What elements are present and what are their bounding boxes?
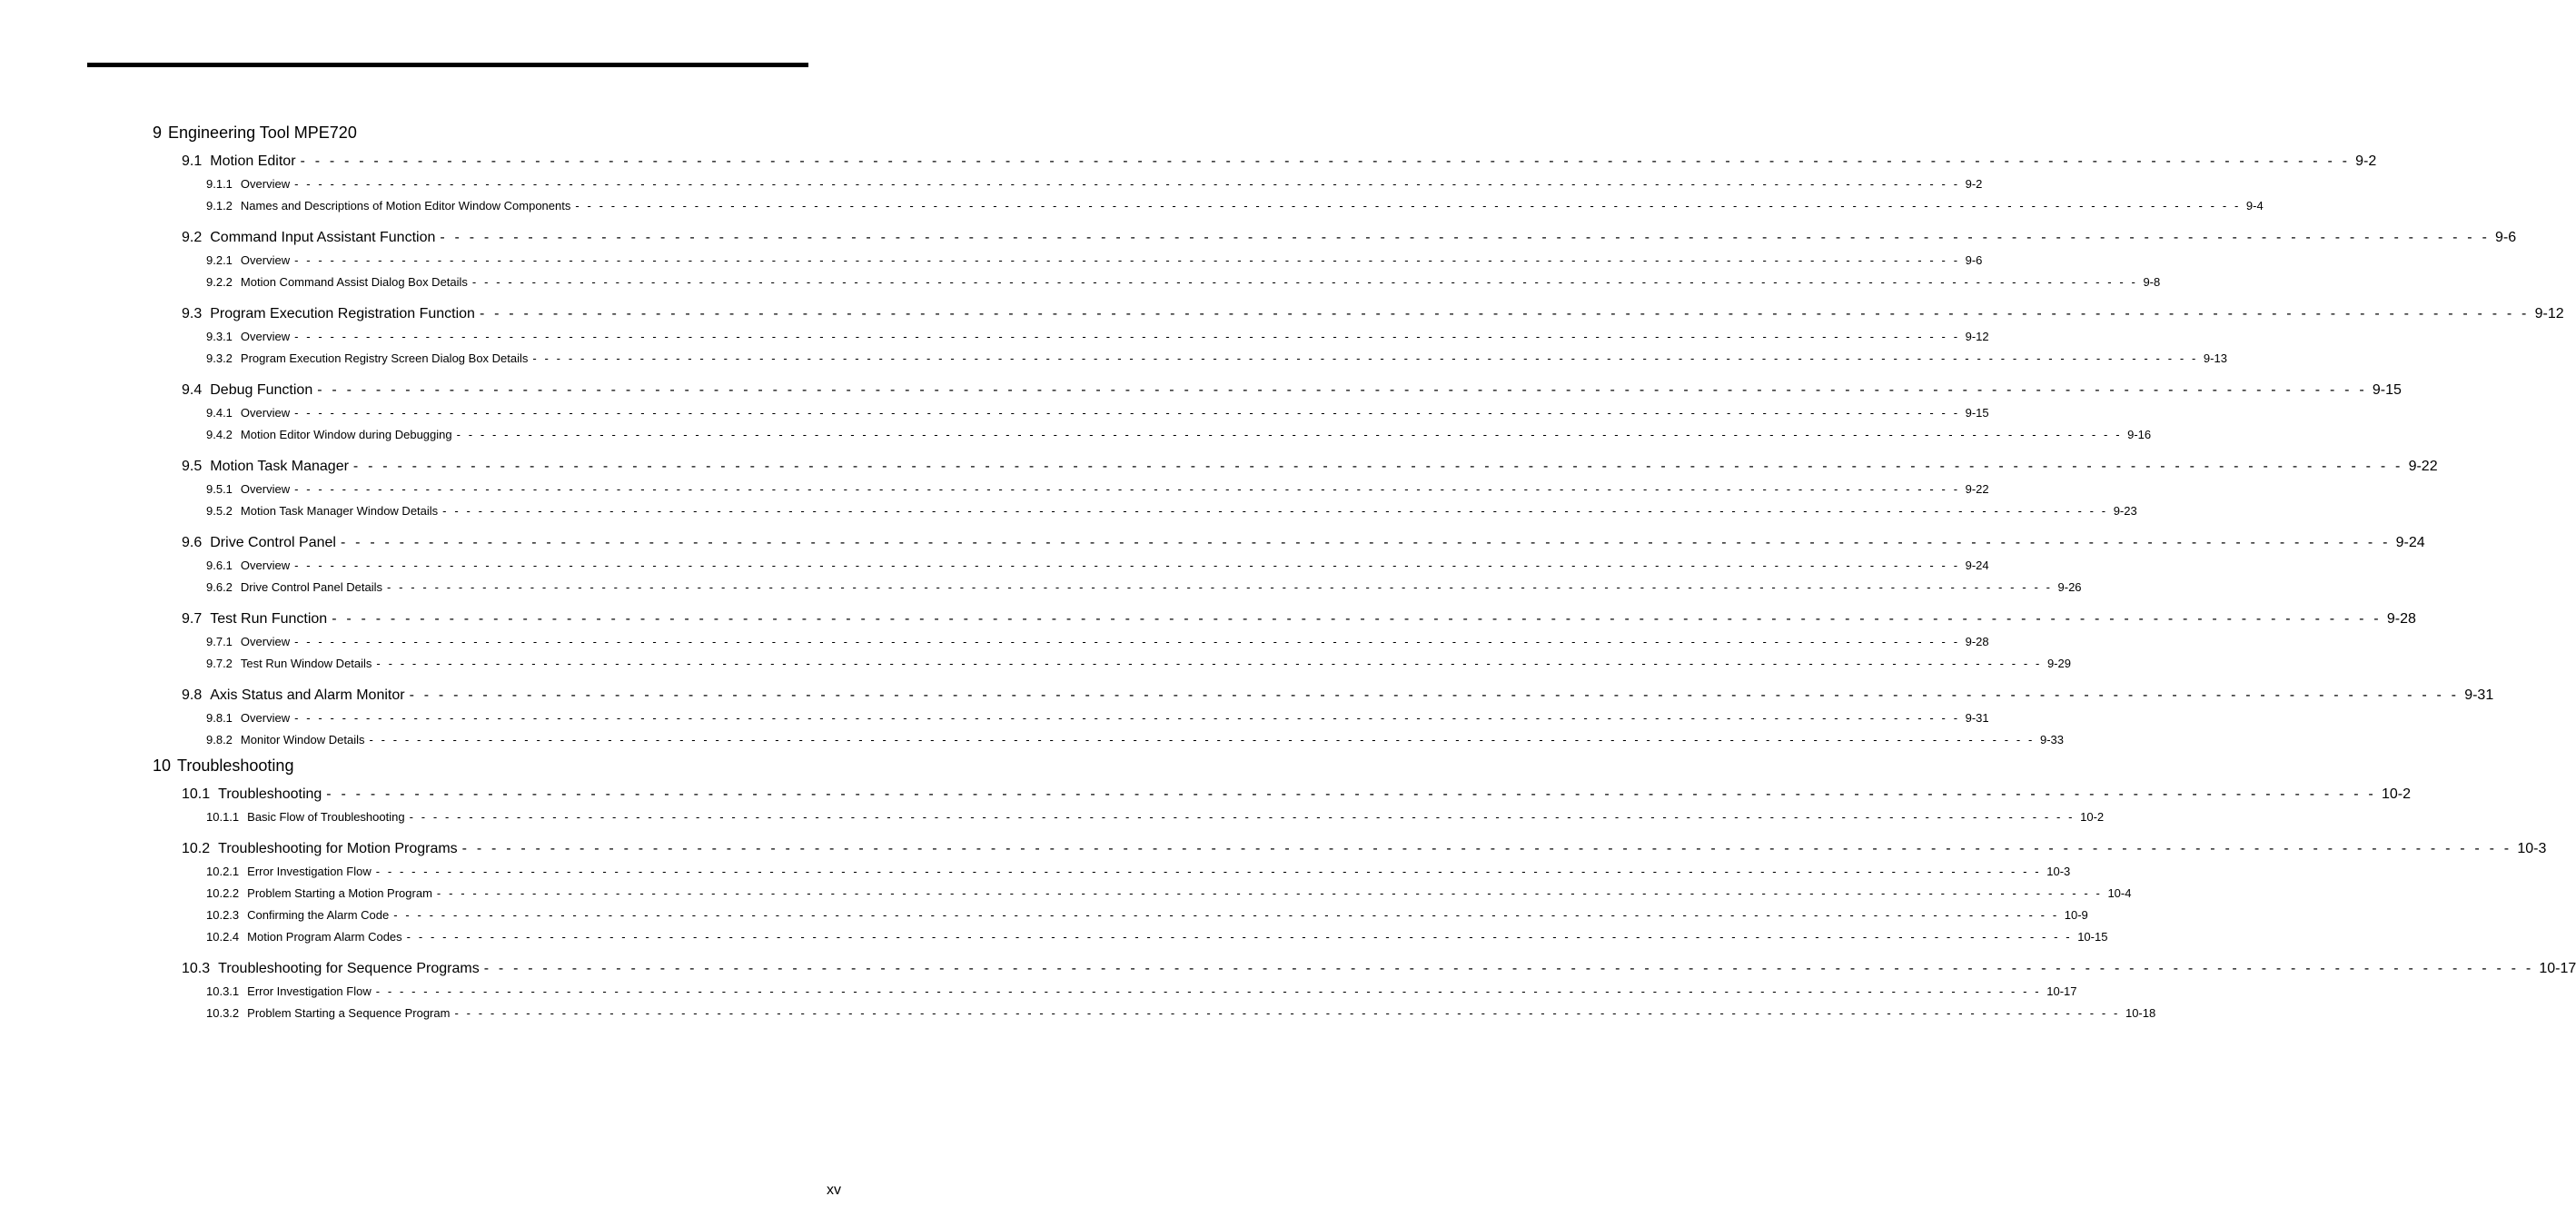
entry-number: 9.7.1 [206, 635, 233, 648]
entry-number: 9.2 [182, 230, 203, 245]
entry-number: 9.5 [182, 459, 203, 474]
entry-page: 9-12 [1965, 330, 1989, 343]
dot-leader: - - - - - - - - - - - - - - - - - - - - - - - - - - - - - - - - - - - - - - - - - - - - - - - - - - - - - - - - - - - - - - - - - - - - - - - - - - - - - - - - - - - - - - - - - - - - - - - - - - - - - - - - - - - - - - - - - - - - - - - - - - - - - - - - - - - - - - - - - - - - [456, 428, 2123, 441]
entry-page: 9-16 [2127, 428, 2152, 441]
entry-title: Motion Editor Window during Debugging [240, 428, 452, 441]
entry-title: Problem Starting a Sequence Program [247, 1006, 451, 1020]
toc-subsection-entry[interactable] [206, 482, 1989, 496]
entry-page: 10-4 [2107, 886, 2132, 900]
entry-page: 10-18 [2125, 1006, 2156, 1020]
dot-leader: - - - - - - - - - - - - - - - - - - - - - - - - - - - - - - - - - - - - - - - - - - - - - - - - - - - - - - - - - - - - - - - - - - - - - - - - - - - - - - - - - - - - - - - - - - - - - - - - - - - - - - - - - - - - - - - - - - - - - - - - - - - - - - - - - - - - - - - - - - - - [436, 886, 2103, 900]
entry-number: 10.3.1 [206, 984, 240, 998]
entry-title: Overview [240, 253, 291, 267]
toc-subsection-entry-label [206, 406, 290, 420]
toc-subsection-entry[interactable] [206, 351, 2227, 365]
entry-title: Overview [240, 406, 291, 420]
chapter-heading [153, 756, 293, 776]
entry-page: 9-33 [2039, 733, 2065, 746]
entry-title: Debug Function [210, 382, 313, 398]
toc-section-entry-label [182, 611, 327, 628]
dot-leader: - - - - - - - - - - - - - - - - - - - - - - - - - - - - - - - - - - - - - - - - - - - - - - - - - - - - - - - - - - - - - - - - - - - - - - - - - - - - - - - - - - - - - - - - - - - - - - - - - - - - - - - - - - - - - - - - - - - - - - - - - - - - - - - - - - - - - - - - - - - - [332, 611, 2382, 627]
entry-page: 9-15 [2372, 382, 2402, 398]
dot-leader: - - - - - - - - - - - - - - - - - - - - - - - - - - - - - - - - - - - - - - - - - - - - - - - - - - - - - - - - - - - - - - - - - - - - - - - - - - - - - - - - - - - - - - - - - - - - - - - - - - - - - - - - - - - - - - - - - - - - - - - - - - - - - - - - - - - - - - - - - - - - [352, 459, 2403, 474]
toc-subsection-entry-label [206, 886, 432, 900]
toc-subsection-entry[interactable] [206, 406, 1989, 420]
entry-page: 9-31 [1965, 711, 1989, 725]
toc-subsection-entry[interactable] [206, 253, 1983, 267]
entry-page: 9-6 [1965, 253, 1983, 267]
dot-leader: - - - - - - - - - - - - - - - - - - - - - - - - - - - - - - - - - - - - - - - - - - - - - - - - - - - - - - - - - - - - - - - - - - - - - - - - - - - - - - - - - - - - - - - - - - - - - - - - - - - - - - - - - - - - - - - - - - - - - - - - - - - - - - - - - - - - - - - - - - - - [532, 351, 2198, 365]
toc-subsection-entry-label [206, 733, 364, 746]
entry-number: 9.5.1 [206, 482, 233, 496]
dot-leader: - - - - - - - - - - - - - - - - - - - - - - - - - - - - - - - - - - - - - - - - - - - - - - - - - - - - - - - - - - - - - - - - - - - - - - - - - - - - - - - - - - - - - - - - - - - - - - - - - - - - - - - - - - - - - - - - - - - - - - - - - - - - - - - - - - - - - - - - - - - - [375, 984, 2042, 998]
toc-subsection-entry-label [206, 657, 372, 670]
entry-page: 10-17 [2046, 984, 2077, 998]
toc-subsection-entry[interactable] [206, 930, 2108, 944]
entry-title: Test Run Function [210, 611, 328, 627]
toc-subsection-entry-label [206, 1006, 450, 1020]
entry-number: 9.1 [182, 153, 203, 169]
dot-leader: - - - - - - - - - - - - - - - - - - - - - - - - - - - - - - - - - - - - - - - - - - - - - - - - - - - - - - - - - - - - - - - - - - - - - - - - - - - - - - - - - - - - - - - - - - - - - - - - - - - - - - - - - - - - - - - - - - - - - - - - - - - - - - - - - - - - - - - - - - - - [294, 253, 1960, 267]
entry-number: 9.6 [182, 535, 203, 550]
entry-page: 9-6 [2495, 230, 2517, 245]
dot-leader: - - - - - - - - - - - - - - - - - - - - - - - - - - - - - - - - - - - - - - - - - - - - - - - - - - - - - - - - - - - - - - - - - - - - - - - - - - - - - - - - - - - - - - - - - - - - - - - - - - - - - - - - - - - - - - - - - - - - - - - - - - - - - - - - - - - - - - - - - - - - [454, 1006, 2120, 1020]
toc-subsection-entry-label [206, 559, 290, 572]
dot-leader: - - - - - - - - - - - - - - - - - - - - - - - - - - - - - - - - - - - - - - - - - - - - - - - - - - - - - - - - - - - - - - - - - - - - - - - - - - - - - - - - - - - - - - - - - - - - - - - - - - - - - - - - - - - - - - - - - - - - - - - - - - - - - - - - - - - - - - - - - - - - [440, 230, 2491, 245]
toc-subsection-entry[interactable] [206, 711, 1989, 725]
chapter-heading [153, 124, 357, 143]
entry-page: 10-2 [2381, 786, 2411, 802]
entry-title: Drive Control Panel Details [240, 580, 382, 594]
entry-number: 10.1.1 [206, 810, 240, 824]
entry-title: Drive Control Panel [210, 535, 336, 550]
entry-title: Names and Descriptions of Motion Editor Window Components [240, 199, 571, 213]
entry-title: Overview [240, 177, 291, 191]
entry-title: Motion Task Manager Window Details [240, 504, 439, 518]
entry-number: 9.4.2 [206, 428, 233, 441]
entry-title: Overview [240, 635, 291, 648]
dot-leader: - - - - - - - - - - - - - - - - - - - - - - - - - - - - - - - - - - - - - - - - - - - - - - - - - - - - - - - - - - - - - - - - - - - - - - - - - - - - - - - - - - - - - - - - - - - - - - - - - - - - - - - - - - - - - - - - - - - - - - - - - - - - - - - - - - - - - - - - - - - - [483, 961, 2534, 976]
toc-section-entry[interactable] [182, 153, 2377, 170]
entry-page: 10-9 [2064, 908, 2088, 922]
toc-subsection-entry[interactable] [206, 177, 1983, 191]
entry-title: Error Investigation Flow [247, 865, 372, 878]
dot-leader: - - - - - - - - - - - - - - - - - - - - - - - - - - - - - - - - - - - - - - - - - - - - - - - - - - - - - - - - - - - - - - - - - - - - - - - - - - - - - - - - - - - - - - - - - - - - - - - - - - - - - - - - - - - - - - - - - - - - - - - - - - - - - - - - - - - - - - - - - - - - [409, 687, 2460, 703]
entry-number: 9.3 [182, 306, 203, 321]
toc-section-entry[interactable] [182, 961, 2576, 977]
entry-page: 9-22 [1965, 482, 1989, 496]
entry-title: Troubleshooting for Sequence Programs [218, 961, 480, 976]
toc-section-entry[interactable] [182, 841, 2547, 857]
toc-subsection-entry-label [206, 504, 438, 518]
entry-page: 9-13 [2203, 351, 2227, 365]
entry-title: Motion Editor [210, 153, 296, 169]
entry-page: 9-2 [2355, 153, 2377, 169]
toc-subsection-entry[interactable] [206, 865, 2071, 878]
entry-title: Overview [240, 711, 291, 725]
toc-subsection-entry-label [206, 253, 290, 267]
entry-number: 9.6.1 [206, 559, 233, 572]
entry-number: 9.8.2 [206, 733, 233, 746]
dot-leader: - - - - - - - - - - - - - - - - - - - - - - - - - - - - - - - - - - - - - - - - - - - - - - - - - - - - - - - - - - - - - - - - - - - - - - - - - - - - - - - - - - - - - - - - - - - - - - - - - - - - - - - - - - - - - - - - - - - - - - - - - - - - - - - - - - - - - - - - - - - - [409, 810, 2076, 824]
dot-leader: - - - - - - - - - - - - - - - - - - - - - - - - - - - - - - - - - - - - - - - - - - - - - - - - - - - - - - - - - - - - - - - - - - - - - - - - - - - - - - - - - - - - - - - - - - - - - - - - - - - - - - - - - - - - - - - - - - - - - - - - - - - - - - - - - - - - - - - - - - - - [479, 306, 2530, 321]
toc-section-entry-label [182, 841, 458, 857]
toc-subsection-entry-label [206, 930, 402, 944]
chapter-number: 10 [153, 756, 172, 775]
entry-page: 10-15 [2077, 930, 2108, 944]
entry-title: Confirming the Alarm Code [247, 908, 390, 922]
toc-subsection-entry[interactable] [206, 984, 2077, 998]
entry-page: 9-28 [1965, 635, 1989, 648]
entry-number: 10.2.2 [206, 886, 240, 900]
entry-title: Command Input Assistant Function [210, 230, 436, 245]
toc-subsection-entry[interactable] [206, 635, 1989, 648]
entry-page: 9-31 [2464, 687, 2494, 703]
entry-title: Motion Command Assist Dialog Box Details [240, 275, 468, 289]
entry-number: 10.3.2 [206, 1006, 240, 1020]
dot-leader: - - - - - - - - - - - - - - - - - - - - - - - - - - - - - - - - - - - - - - - - - - - - - - - - - - - - - - - - - - - - - - - - - - - - - - - - - - - - - - - - - - - - - - - - - - - - - - - - - - - - - - - - - - - - - - - - - - - - - - - - - - - - - - - - - - - - - - - - - - - - [461, 841, 2512, 856]
toc-subsection-entry-label [206, 177, 290, 191]
toc-section-entry-label [182, 687, 405, 704]
dot-leader: - - - - - - - - - - - - - - - - - - - - - - - - - - - - - - - - - - - - - - - - - - - - - - - - - - - - - - - - - - - - - - - - - - - - - - - - - - - - - - - - - - - - - - - - - - - - - - - - - - - - - - - - - - - - - - - - - - - - - - - - - - - - - - - - - - - - - - - - - - - - [376, 657, 2042, 670]
toc-section-entry[interactable] [182, 230, 2517, 246]
toc-section-entry[interactable] [182, 535, 2425, 551]
dot-leader: - - - - - - - - - - - - - - - - - - - - - - - - - - - - - - - - - - - - - - - - - - - - - - - - - - - - - - - - - - - - - - - - - - - - - - - - - - - - - - - - - - - - - - - - - - - - - - - - - - - - - - - - - - - - - - - - - - - - - - - - - - - - - - - - - - - - - - - - - - - - [340, 535, 2391, 550]
toc-subsection-entry-label [206, 275, 468, 289]
entry-page: 9-28 [2386, 611, 2416, 627]
dot-leader: - - - - - - - - - - - - - - - - - - - - - - - - - - - - - - - - - - - - - - - - - - - - - - - - - - - - - - - - - - - - - - - - - - - - - - - - - - - - - - - - - - - - - - - - - - - - - - - - - - - - - - - - - - - - - - - - - - - - - - - - - - - - - - - - - - - - - - - - - - - - [575, 199, 2241, 213]
entry-number: 10.3 [182, 961, 211, 976]
toc-section-entry-label [182, 535, 336, 551]
toc-subsection-entry-label [206, 199, 570, 213]
entry-title: Motion Program Alarm Codes [247, 930, 402, 944]
toc-subsection-entry[interactable] [206, 1006, 2156, 1020]
toc-section-entry-label [182, 153, 296, 170]
toc-subsection-entry[interactable] [206, 504, 2137, 518]
entry-page: 9-24 [2395, 535, 2425, 550]
toc-section-entry-label [182, 306, 475, 322]
entry-number: 10.2.1 [206, 865, 240, 878]
toc-subsection-entry[interactable] [206, 886, 2132, 900]
dot-leader: - - - - - - - - - - - - - - - - - - - - - - - - - - - - - - - - - - - - - - - - - - - - - - - - - - - - - - - - - - - - - - - - - - - - - - - - - - - - - - - - - - - - - - - - - - - - - - - - - - - - - - - - - - - - - - - - - - - - - - - - - - - - - - - - - - - - - - - - - - - - [471, 275, 2138, 289]
entry-number: 9.8 [182, 687, 203, 703]
entry-title: Troubleshooting [218, 786, 322, 802]
entry-number: 9.5.2 [206, 504, 233, 518]
entry-number: 9.2.2 [206, 275, 233, 289]
toc-subsection-entry-label [206, 351, 528, 365]
toc-subsection-entry[interactable] [206, 428, 2152, 441]
entry-page: 10-2 [2080, 810, 2105, 824]
toc-section-entry-label [182, 230, 435, 246]
toc-subsection-entry-label [206, 810, 405, 824]
entry-title: Program Execution Registry Screen Dialog Box Details [240, 351, 529, 365]
entry-title: Basic Flow of Troubleshooting [247, 810, 405, 824]
toc-subsection-entry-label [206, 428, 452, 441]
entry-title: Monitor Window Details [240, 733, 365, 746]
entry-page: 10-3 [2046, 865, 2071, 878]
dot-leader: - - - - - - - - - - - - - - - - - - - - - - - - - - - - - - - - - - - - - - - - - - - - - - - - - - - - - - - - - - - - - - - - - - - - - - - - - - - - - - - - - - - - - - - - - - - - - - - - - - - - - - - - - - - - - - - - - - - - - - - - - - - - - - - - - - - - - - - - - - - - [294, 406, 1960, 420]
entry-page: 9-12 [2534, 306, 2564, 321]
dot-leader: - - - - - - - - - - - - - - - - - - - - - - - - - - - - - - - - - - - - - - - - - - - - - - - - - - - - - - - - - - - - - - - - - - - - - - - - - - - - - - - - - - - - - - - - - - - - - - - - - - - - - - - - - - - - - - - - - - - - - - - - - - - - - - - - - - - - - - - - - - - - [317, 382, 2367, 398]
toc-subsection-entry-label [206, 482, 290, 496]
entry-title: Troubleshooting for Motion Programs [218, 841, 458, 856]
dot-leader: - - - - - - - - - - - - - - - - - - - - - - - - - - - - - - - - - - - - - - - - - - - - - - - - - - - - - - - - - - - - - - - - - - - - - - - - - - - - - - - - - - - - - - - - - - - - - - - - - - - - - - - - - - - - - - - - - - - - - - - - - - - - - - - - - - - - - - - - - - - - [294, 635, 1960, 648]
toc-subsection-entry[interactable] [206, 908, 2088, 922]
dot-leader: - - - - - - - - - - - - - - - - - - - - - - - - - - - - - - - - - - - - - - - - - - - - - - - - - - - - - - - - - - - - - - - - - - - - - - - - - - - - - - - - - - - - - - - - - - - - - - - - - - - - - - - - - - - - - - - - - - - - - - - - - - - - - - - - - - - - - - - - - - - - [294, 330, 1960, 343]
chapter-number: 9 [153, 124, 163, 142]
toc-subsection-entry[interactable] [206, 330, 1989, 343]
entry-number: 9.4 [182, 382, 203, 398]
dot-leader: - - - - - - - - - - - - - - - - - - - - - - - - - - - - - - - - - - - - - - - - - - - - - - - - - - - - - - - - - - - - - - - - - - - - - - - - - - - - - - - - - - - - - - - - - - - - - - - - - - - - - - - - - - - - - - - - - - - - - - - - - - - - - - - - - - - - - - - - - - - - [294, 711, 1960, 725]
toc-subsection-entry-label [206, 330, 290, 343]
entry-title: Overview [240, 559, 291, 572]
entry-number: 9.3.1 [206, 330, 233, 343]
entry-page: 9-15 [1965, 406, 1989, 420]
toc-subsection-entry[interactable] [206, 275, 2161, 289]
toc-section-entry[interactable] [182, 459, 2438, 475]
entry-number: 9.6.2 [206, 580, 233, 594]
entry-title: Motion Task Manager [210, 459, 349, 474]
toc-subsection-entry[interactable] [206, 559, 1989, 572]
toc-subsection-entry-label [206, 908, 389, 922]
toc-section-entry[interactable] [182, 687, 2494, 704]
page-number: xv [827, 1182, 841, 1198]
entry-number: 9.2.1 [206, 253, 233, 267]
dot-leader: - - - - - - - - - - - - - - - - - - - - - - - - - - - - - - - - - - - - - - - - - - - - - - - - - - - - - - - - - - - - - - - - - - - - - - - - - - - - - - - - - - - - - - - - - - - - - - - - - - - - - - - - - - - - - - - - - - - - - - - - - - - - - - - - - - - - - - - - - - - - [369, 733, 2035, 746]
entry-number: 9.4.1 [206, 406, 233, 420]
toc-subsection-entry-label [206, 711, 290, 725]
chapter-title: Engineering Tool MPE720 [168, 124, 357, 142]
entry-title: Test Run Window Details [240, 657, 372, 670]
toc-subsection-entry[interactable] [206, 580, 2082, 594]
entry-title: Axis Status and Alarm Monitor [210, 687, 405, 703]
toc-subsection-entry-label [206, 635, 290, 648]
entry-number: 9.1.1 [206, 177, 233, 191]
dot-leader: - - - - - - - - - - - - - - - - - - - - - - - - - - - - - - - - - - - - - - - - - - - - - - - - - - - - - - - - - - - - - - - - - - - - - - - - - - - - - - - - - - - - - - - - - - - - - - - - - - - - - - - - - - - - - - - - - - - - - - - - - - - - - - - - - - - - - - - - - - - - [375, 865, 2042, 878]
toc-subsection-entry-label [206, 580, 382, 594]
toc-section-entry[interactable] [182, 306, 2564, 322]
entry-number: 9.1.2 [206, 199, 233, 213]
entry-page: 9-2 [1965, 177, 1983, 191]
entry-page: 10-17 [2539, 961, 2576, 976]
toc-subsection-entry-label [206, 865, 372, 878]
dot-leader: - - - - - - - - - - - - - - - - - - - - - - - - - - - - - - - - - - - - - - - - - - - - - - - - - - - - - - - - - - - - - - - - - - - - - - - - - - - - - - - - - - - - - - - - - - - - - - - - - - - - - - - - - - - - - - - - - - - - - - - - - - - - - - - - - - - - - - - - - - - - [294, 559, 1960, 572]
toc-subsection-entry-label [206, 984, 372, 998]
entry-number: 10.1 [182, 786, 211, 802]
entry-page: 9-24 [1965, 559, 1989, 572]
toc-subsection-entry[interactable] [206, 733, 2065, 746]
entry-number: 9.7 [182, 611, 203, 627]
entry-page: 10-3 [2517, 841, 2547, 856]
entry-title: Overview [240, 482, 291, 496]
entry-title: Problem Starting a Motion Program [247, 886, 432, 900]
chapter-title: Troubleshooting [177, 756, 294, 775]
dot-leader: - - - - - - - - - - - - - - - - - - - - - - - - - - - - - - - - - - - - - - - - - - - - - - - - - - - - - - - - - - - - - - - - - - - - - - - - - - - - - - - - - - - - - - - - - - - - - - - - - - - - - - - - - - - - - - - - - - - - - - - - - - - - - - - - - - - - - - - - - - - - [294, 482, 1960, 496]
entry-number: 10.2.4 [206, 930, 240, 944]
toc-subsection-entry[interactable] [206, 199, 2264, 213]
dot-leader: - - - - - - - - - - - - - - - - - - - - - - - - - - - - - - - - - - - - - - - - - - - - - - - - - - - - - - - - - - - - - - - - - - - - - - - - - - - - - - - - - - - - - - - - - - - - - - - - - - - - - - - - - - - - - - - - - - - - - - - - - - - - - - - - - - - - - - - - - - - - [406, 930, 2073, 944]
toc-section-entry-label [182, 382, 312, 399]
entry-page: 9-23 [2113, 504, 2137, 518]
entry-page: 9-26 [2057, 580, 2082, 594]
dot-leader: - - - - - - - - - - - - - - - - - - - - - - - - - - - - - - - - - - - - - - - - - - - - - - - - - - - - - - - - - - - - - - - - - - - - - - - - - - - - - - - - - - - - - - - - - - - - - - - - - - - - - - - - - - - - - - - - - - - - - - - - - - - - - - - - - - - - - - - - - - - - [326, 786, 2376, 802]
entry-number: 9.8.1 [206, 711, 233, 725]
entry-number: 9.3.2 [206, 351, 233, 365]
toc-section-entry[interactable] [182, 382, 2402, 399]
entry-number: 9.7.2 [206, 657, 233, 670]
toc-section-entry-label [182, 459, 349, 475]
entry-title: Program Execution Registration Function [210, 306, 475, 321]
toc-section-entry-label [182, 961, 480, 977]
entry-title: Error Investigation Flow [247, 984, 372, 998]
entry-page: 9-22 [2408, 459, 2438, 474]
dot-leader: - - - - - - - - - - - - - - - - - - - - - - - - - - - - - - - - - - - - - - - - - - - - - - - - - - - - - - - - - - - - - - - - - - - - - - - - - - - - - - - - - - - - - - - - - - - - - - - - - - - - - - - - - - - - - - - - - - - - - - - - - - - - - - - - - - - - - - - - - - - - [300, 153, 2351, 169]
toc-section-entry[interactable] [182, 611, 2416, 628]
entry-page: 9-29 [2046, 657, 2071, 670]
entry-number: 10.2 [182, 841, 211, 856]
toc-section-entry-label [182, 786, 322, 803]
entry-page: 9-4 [2245, 199, 2264, 213]
dot-leader: - - - - - - - - - - - - - - - - - - - - - - - - - - - - - - - - - - - - - - - - - - - - - - - - - - - - - - - - - - - - - - - - - - - - - - - - - - - - - - - - - - - - - - - - - - - - - - - - - - - - - - - - - - - - - - - - - - - - - - - - - - - - - - - - - - - - - - - - - - - - [393, 908, 2059, 922]
entry-title: Overview [240, 330, 291, 343]
dot-leader: - - - - - - - - - - - - - - - - - - - - - - - - - - - - - - - - - - - - - - - - - - - - - - - - - - - - - - - - - - - - - - - - - - - - - - - - - - - - - - - - - - - - - - - - - - - - - - - - - - - - - - - - - - - - - - - - - - - - - - - - - - - - - - - - - - - - - - - - - - - - [294, 177, 1960, 191]
entry-number: 10.2.3 [206, 908, 240, 922]
toc-section-entry[interactable] [182, 786, 2411, 803]
toc-subsection-entry[interactable] [206, 810, 2105, 824]
entry-page: 9-8 [2143, 275, 2161, 289]
dot-leader: - - - - - - - - - - - - - - - - - - - - - - - - - - - - - - - - - - - - - - - - - - - - - - - - - - - - - - - - - - - - - - - - - - - - - - - - - - - - - - - - - - - - - - - - - - - - - - - - - - - - - - - - - - - - - - - - - - - - - - - - - - - - - - - - - - - - - - - - - - - - [442, 504, 2108, 518]
toc-subsection-entry[interactable] [206, 657, 2071, 670]
dot-leader: - - - - - - - - - - - - - - - - - - - - - - - - - - - - - - - - - - - - - - - - - - - - - - - - - - - - - - - - - - - - - - - - - - - - - - - - - - - - - - - - - - - - - - - - - - - - - - - - - - - - - - - - - - - - - - - - - - - - - - - - - - - - - - - - - - - - - - - - - - - - [387, 580, 2053, 594]
